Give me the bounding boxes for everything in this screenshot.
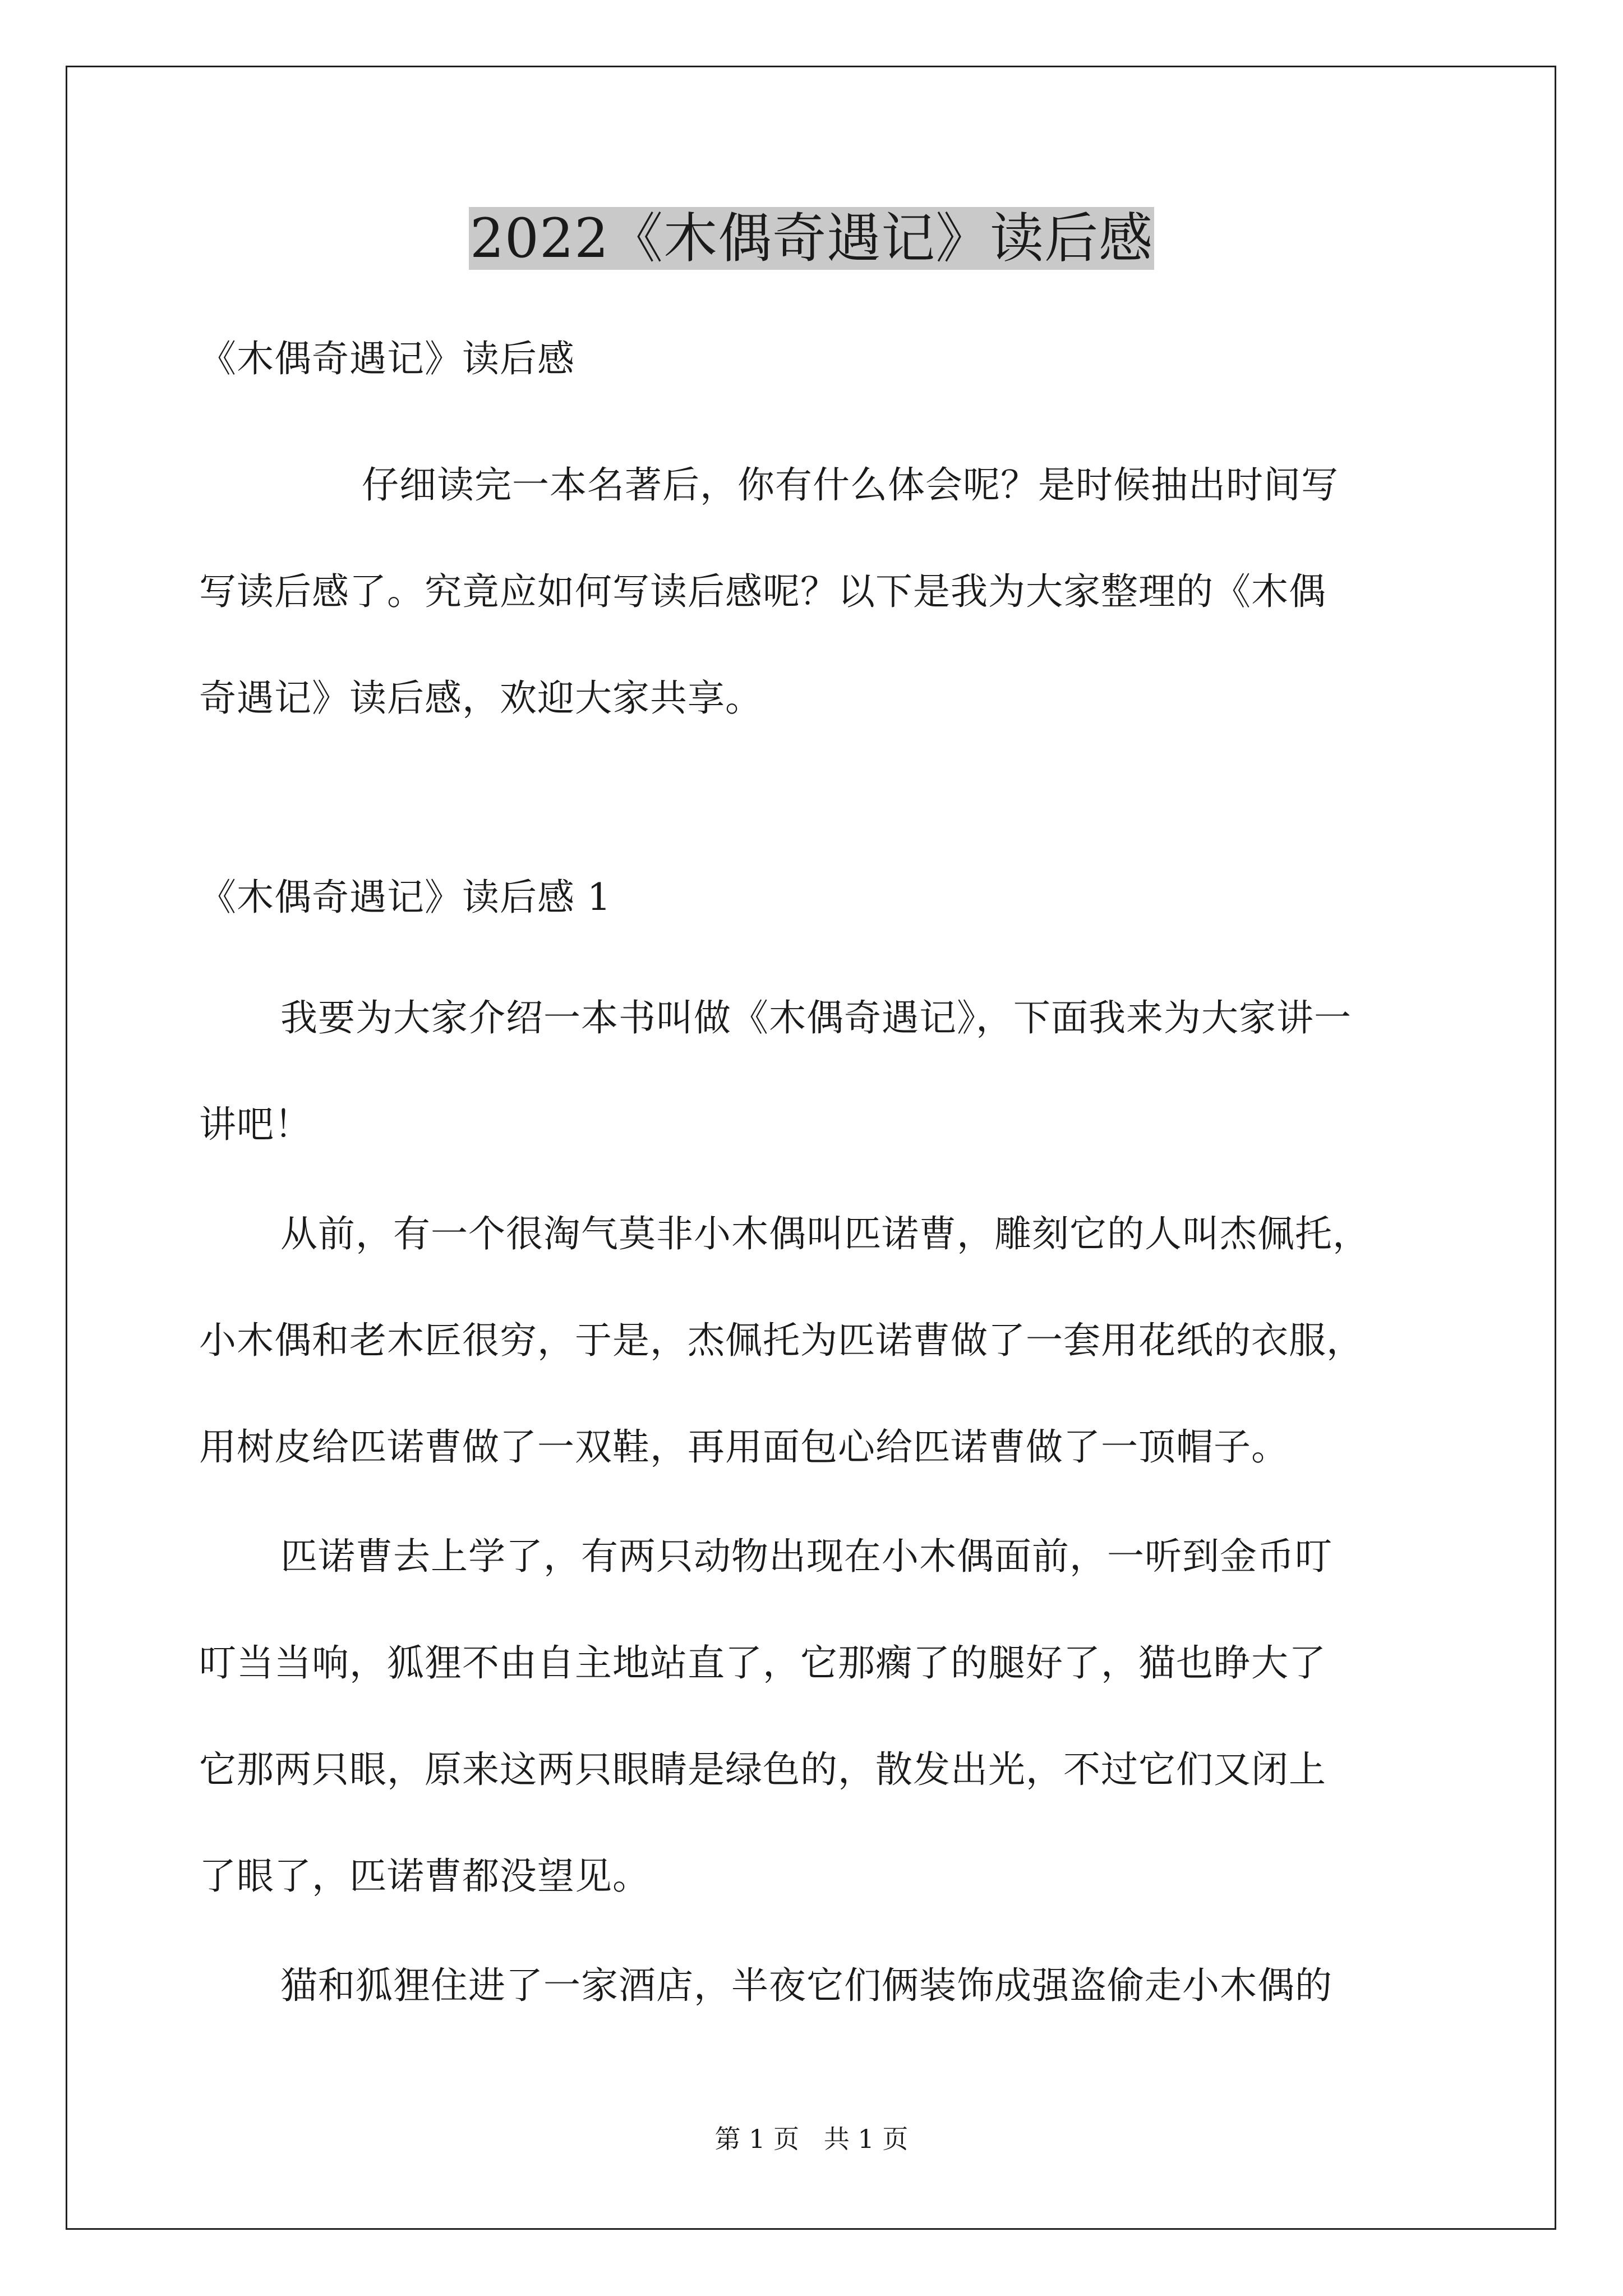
section-heading: 《木偶奇遇记》读后感 1 [199,876,611,919]
paragraph-line: 它那两只眼，原来这两只眼睛是绿色的，散发出光，不过它们又闭上 [199,1748,1326,1791]
heading: 《木偶奇遇记》读后感 [199,337,575,380]
paragraph-line: 了眼了，匹诺曹都没望见。 [199,1855,650,1898]
paragraph-line: 猫和狐狸住进了一家酒店，半夜它们俩装饰成强盗偷走小木偶的 [280,1964,1332,2007]
page-footer: 第 1 页 共 1 页 [714,2124,909,2154]
paragraph-line: 叮当当响，狐狸不由自主地站直了，它那瘸了的腿好了，猫也睁大了 [199,1641,1326,1685]
document-title [0,199,1623,278]
paragraph-line: 匹诺曹去上学了，有两只动物出现在小木偶面前，一听到金币叮 [280,1535,1332,1578]
paragraph-line: 从前，有一个很淘气莫非小木偶叫匹诺曹，雕刻它的人叫杰佩托， [280,1212,1370,1255]
paragraph-line: 我要为大家介绍一本书叫做《木偶奇遇记》，下面我来为大家讲一 [280,996,1352,1039]
intro-line: 仔细读完一本名著后，你有什么体会呢？是时候抽出时间写 [362,463,1339,507]
paragraph-line: 讲吧！ [199,1103,312,1146]
paragraph-line: 用树皮给匹诺曹做了一双鞋，再用面包心给匹诺曹做了一顶帽子。 [199,1425,1289,1469]
intro-line: 写读后感了。究竟应如何写读后感呢？以下是我为大家整理的《木偶 [199,570,1326,613]
title-text: 2022《木偶奇遇记》读后感 [469,207,1154,270]
intro-line: 奇遇记》读后感，欢迎大家共享。 [199,677,763,720]
paragraph-line: 小木偶和老木匠很穷，于是，杰佩托为匹诺曹做了一套用花纸的衣服， [199,1319,1364,1362]
